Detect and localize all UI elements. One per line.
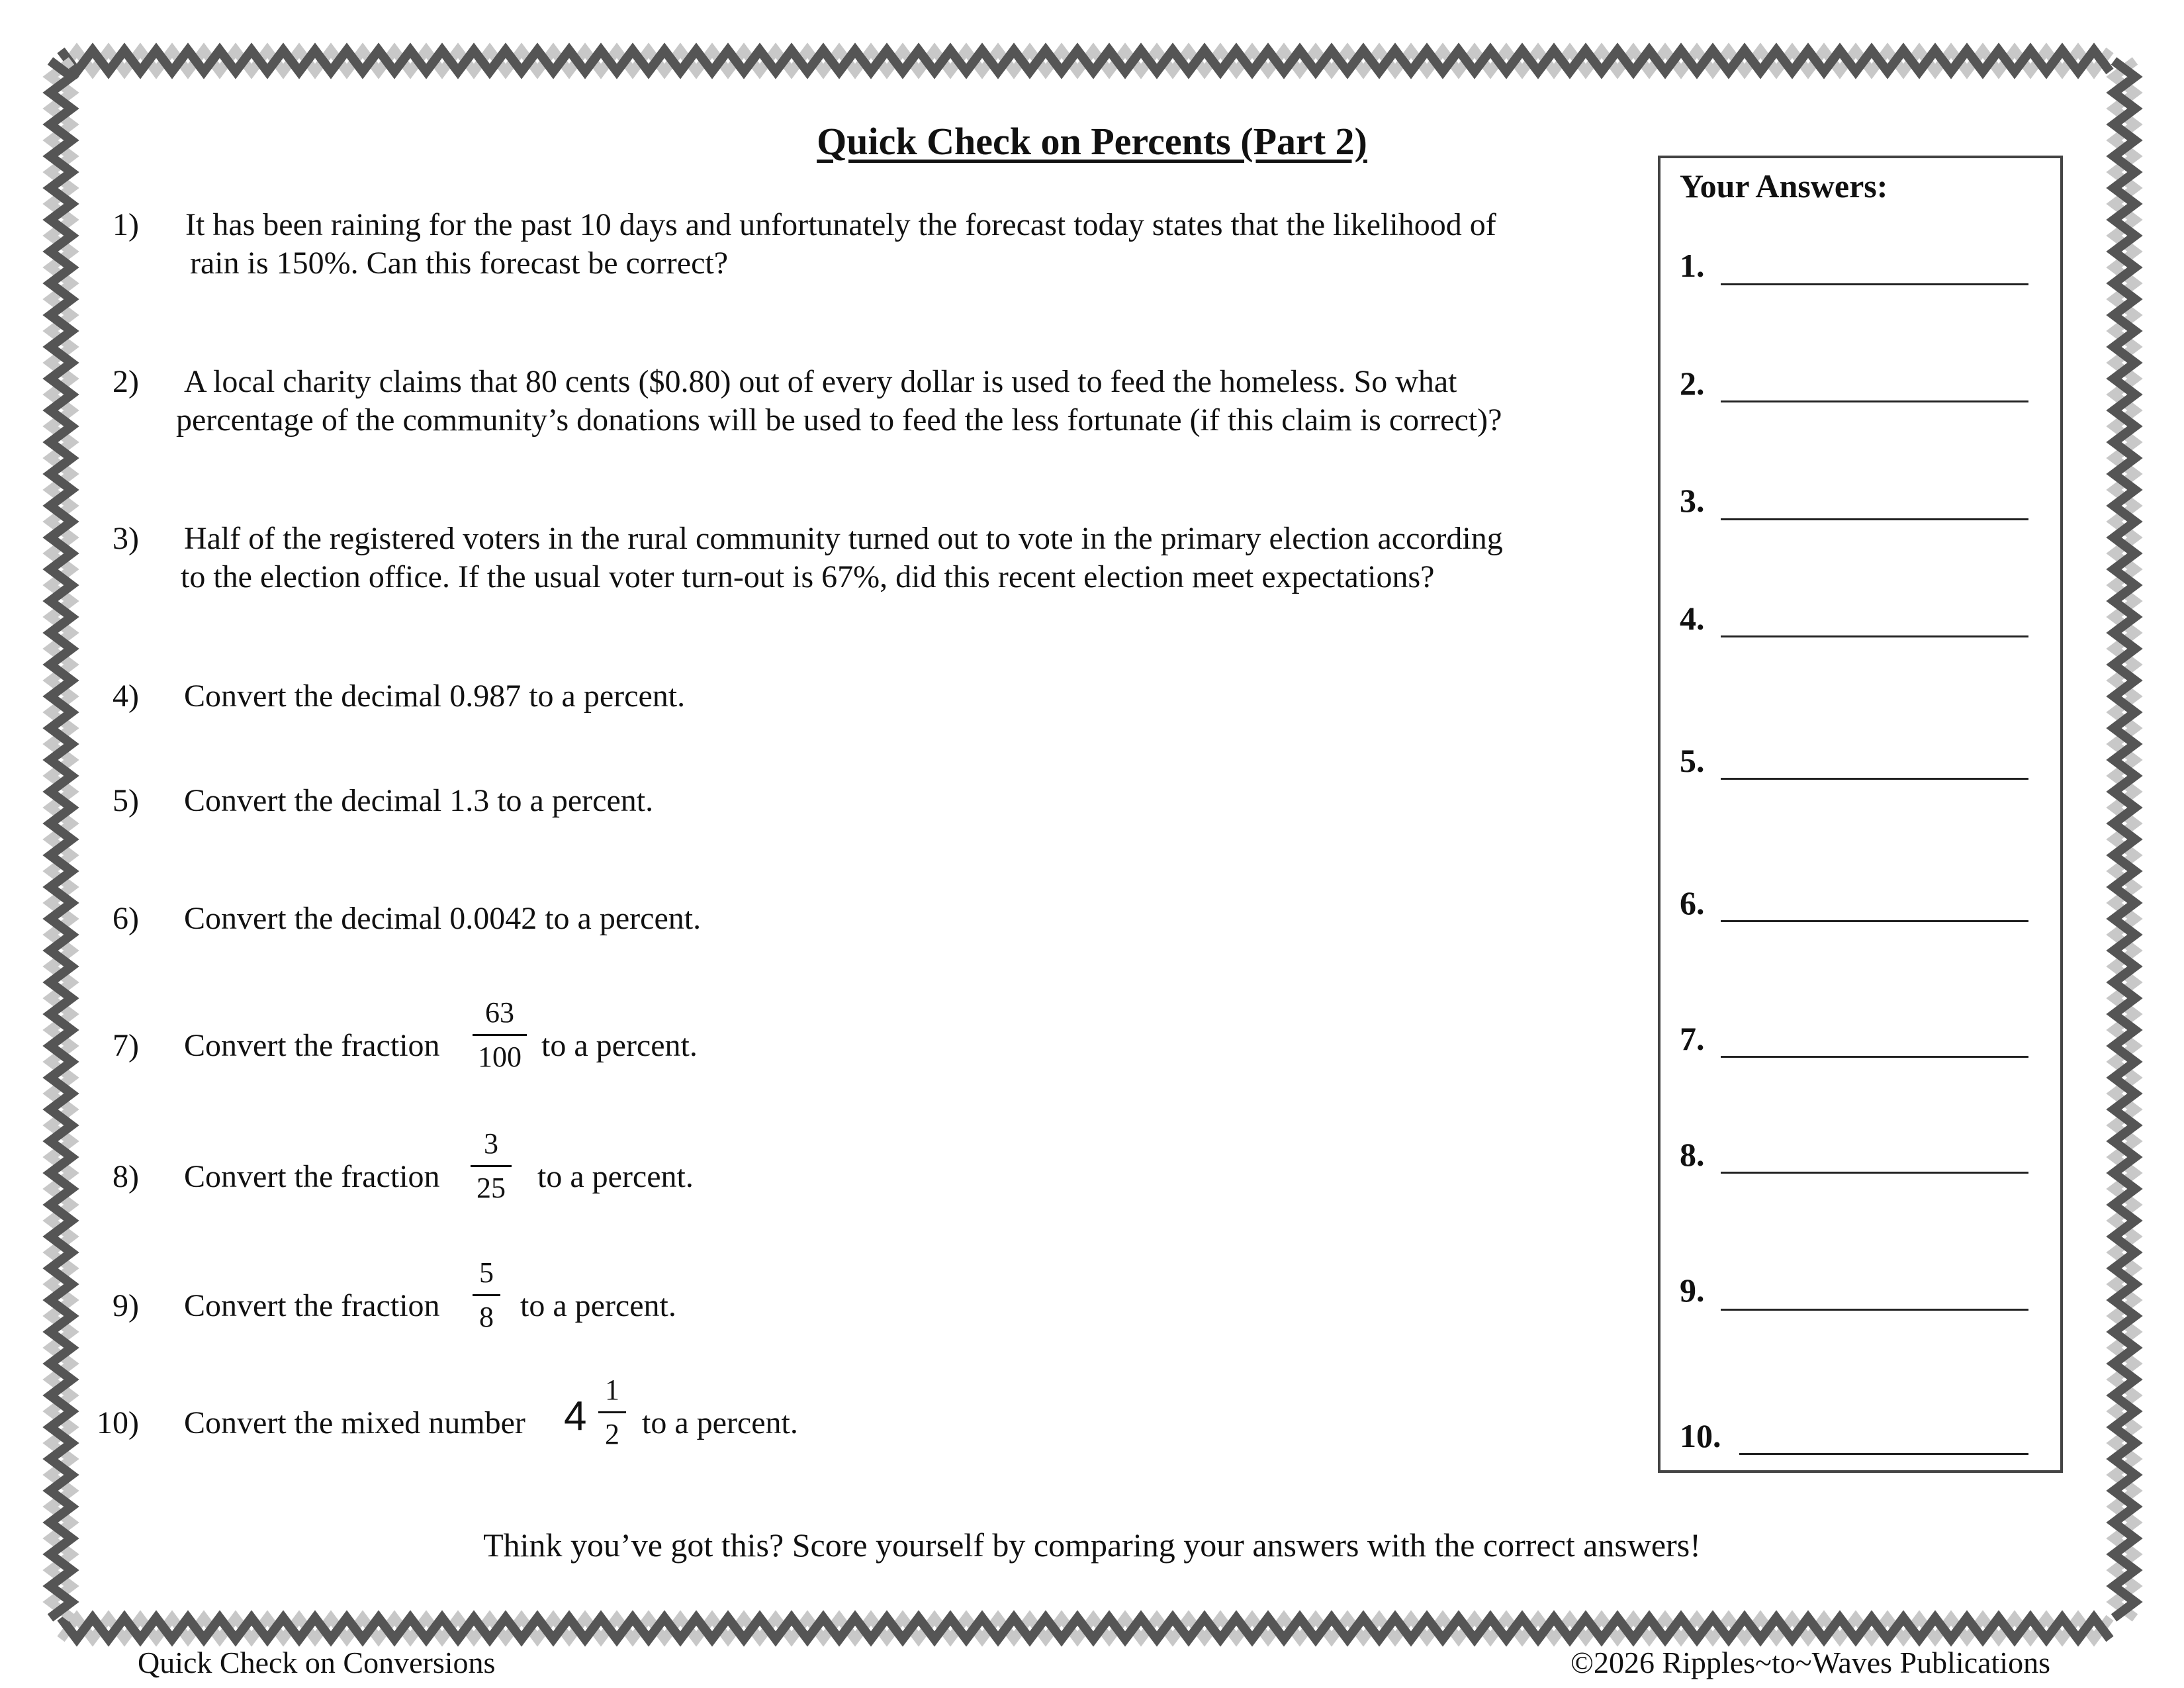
answer-blank-5[interactable] (1721, 778, 2028, 780)
question-2 (60, 362, 1648, 448)
answer-label-3: 3. (1680, 482, 1705, 519)
question-6 (60, 899, 1648, 939)
question-text: Half of the registered voters in the rural community turned out to vote in the primary election according (184, 521, 1503, 556)
answer-label-6: 6. (1680, 884, 1705, 921)
answer-blank-1[interactable] (1721, 283, 2028, 285)
question-number: 8) (113, 1159, 139, 1194)
question-text-continued: rain is 150%. Can this forecast be correct? (190, 246, 729, 281)
question-1 (60, 205, 1648, 291)
question-number: 9) (113, 1288, 139, 1323)
question-number: 2) (113, 364, 139, 399)
fraction (470, 994, 529, 1076)
question-text: Convert the fraction (184, 1028, 440, 1063)
answer-label-10: 10. (1680, 1417, 1721, 1454)
question-text-after: to a percent. (541, 1028, 698, 1063)
worksheet-title: Quick Check on Percents (Part 2) (817, 120, 1367, 163)
fraction-bar (473, 1294, 500, 1296)
fraction-denominator: 2 (605, 1418, 619, 1450)
footer-left: Quick Check on Conversions (138, 1646, 496, 1679)
question-text: Convert the fraction (184, 1288, 440, 1323)
fraction-numerator: 3 (484, 1127, 498, 1160)
fraction-denominator: 8 (479, 1301, 494, 1333)
fraction-numerator: 63 (485, 996, 514, 1029)
question-text: It has been raining for the past 10 days and unfortunately the forecast today states that the likelihood of (185, 207, 1496, 242)
fraction-denominator: 25 (477, 1172, 506, 1204)
question-3 (60, 519, 1648, 605)
answer-label-9: 9. (1680, 1272, 1705, 1309)
answer-blank-4[interactable] (1721, 635, 2028, 637)
fraction-bar (473, 1034, 527, 1036)
fraction-bar (598, 1411, 626, 1413)
question-8 (60, 1125, 1648, 1225)
answer-label-1: 1. (1680, 247, 1705, 284)
question-5 (60, 781, 1648, 821)
answer-label-2: 2. (1680, 365, 1705, 402)
question-text-after: to a percent. (537, 1159, 694, 1194)
question-text-continued: to the election office. If the usual voter turn-out is 67%, did this recent election meet expectations? (181, 559, 1435, 594)
footer-right: ©2026 Ripples~to~Waves Publications (1570, 1646, 2050, 1679)
fraction (468, 1125, 514, 1207)
answer-label-8: 8. (1680, 1136, 1705, 1173)
answers-panel-title: Your Answers: (1680, 167, 1888, 205)
answer-blank-10[interactable] (1739, 1453, 2028, 1455)
fraction-numerator: 5 (479, 1256, 494, 1289)
question-number: 3) (113, 521, 139, 556)
answer-blank-2[interactable] (1721, 400, 2028, 402)
question-number: 5) (113, 783, 139, 818)
fraction (470, 1254, 503, 1336)
answer-label-5: 5. (1680, 742, 1705, 779)
question-text: Convert the mixed number (184, 1405, 525, 1440)
question-text-after: to a percent. (642, 1405, 798, 1440)
question-number: 10) (97, 1405, 139, 1440)
answer-blank-7[interactable] (1721, 1056, 2028, 1058)
question-text: Convert the fraction (184, 1159, 440, 1194)
question-text: Convert the decimal 0.0042 to a percent. (184, 901, 702, 936)
question-number: 7) (113, 1028, 139, 1063)
question-7 (60, 994, 1648, 1094)
answer-blank-6[interactable] (1721, 920, 2028, 922)
question-text: Convert the decimal 1.3 to a percent. (184, 783, 654, 818)
fraction-denominator: 100 (478, 1041, 522, 1073)
answers-panel (1658, 156, 2063, 1473)
question-4 (60, 677, 1648, 716)
question-text-continued: percentage of the community’s donations will be used to feed the less fortunate (if this claim is correct)? (176, 402, 1502, 438)
answer-label-7: 7. (1680, 1020, 1705, 1057)
fraction-numerator: 1 (605, 1374, 619, 1406)
question-number: 1) (113, 207, 139, 242)
question-text: A local charity claims that 80 cents ($0.80) out of every dollar is used to feed the homeless. So what (184, 364, 1457, 399)
answer-blank-3[interactable] (1721, 518, 2028, 520)
question-10 (60, 1372, 1648, 1471)
question-text-after: to a percent. (520, 1288, 676, 1323)
closing-message: Think you’ve got this? Score yourself by comparing your answers with the correct answers! (483, 1526, 1701, 1564)
answer-label-4: 4. (1680, 600, 1705, 637)
question-text: Convert the decimal 0.987 to a percent. (184, 679, 686, 714)
fraction (596, 1372, 629, 1453)
answer-blank-8[interactable] (1721, 1172, 2028, 1174)
question-number: 4) (113, 679, 139, 714)
fraction-bar (471, 1165, 512, 1167)
answer-blank-9[interactable] (1721, 1309, 2028, 1311)
question-number: 6) (113, 901, 139, 936)
mixed-number-whole: 4 (564, 1393, 587, 1439)
question-9 (60, 1254, 1648, 1354)
